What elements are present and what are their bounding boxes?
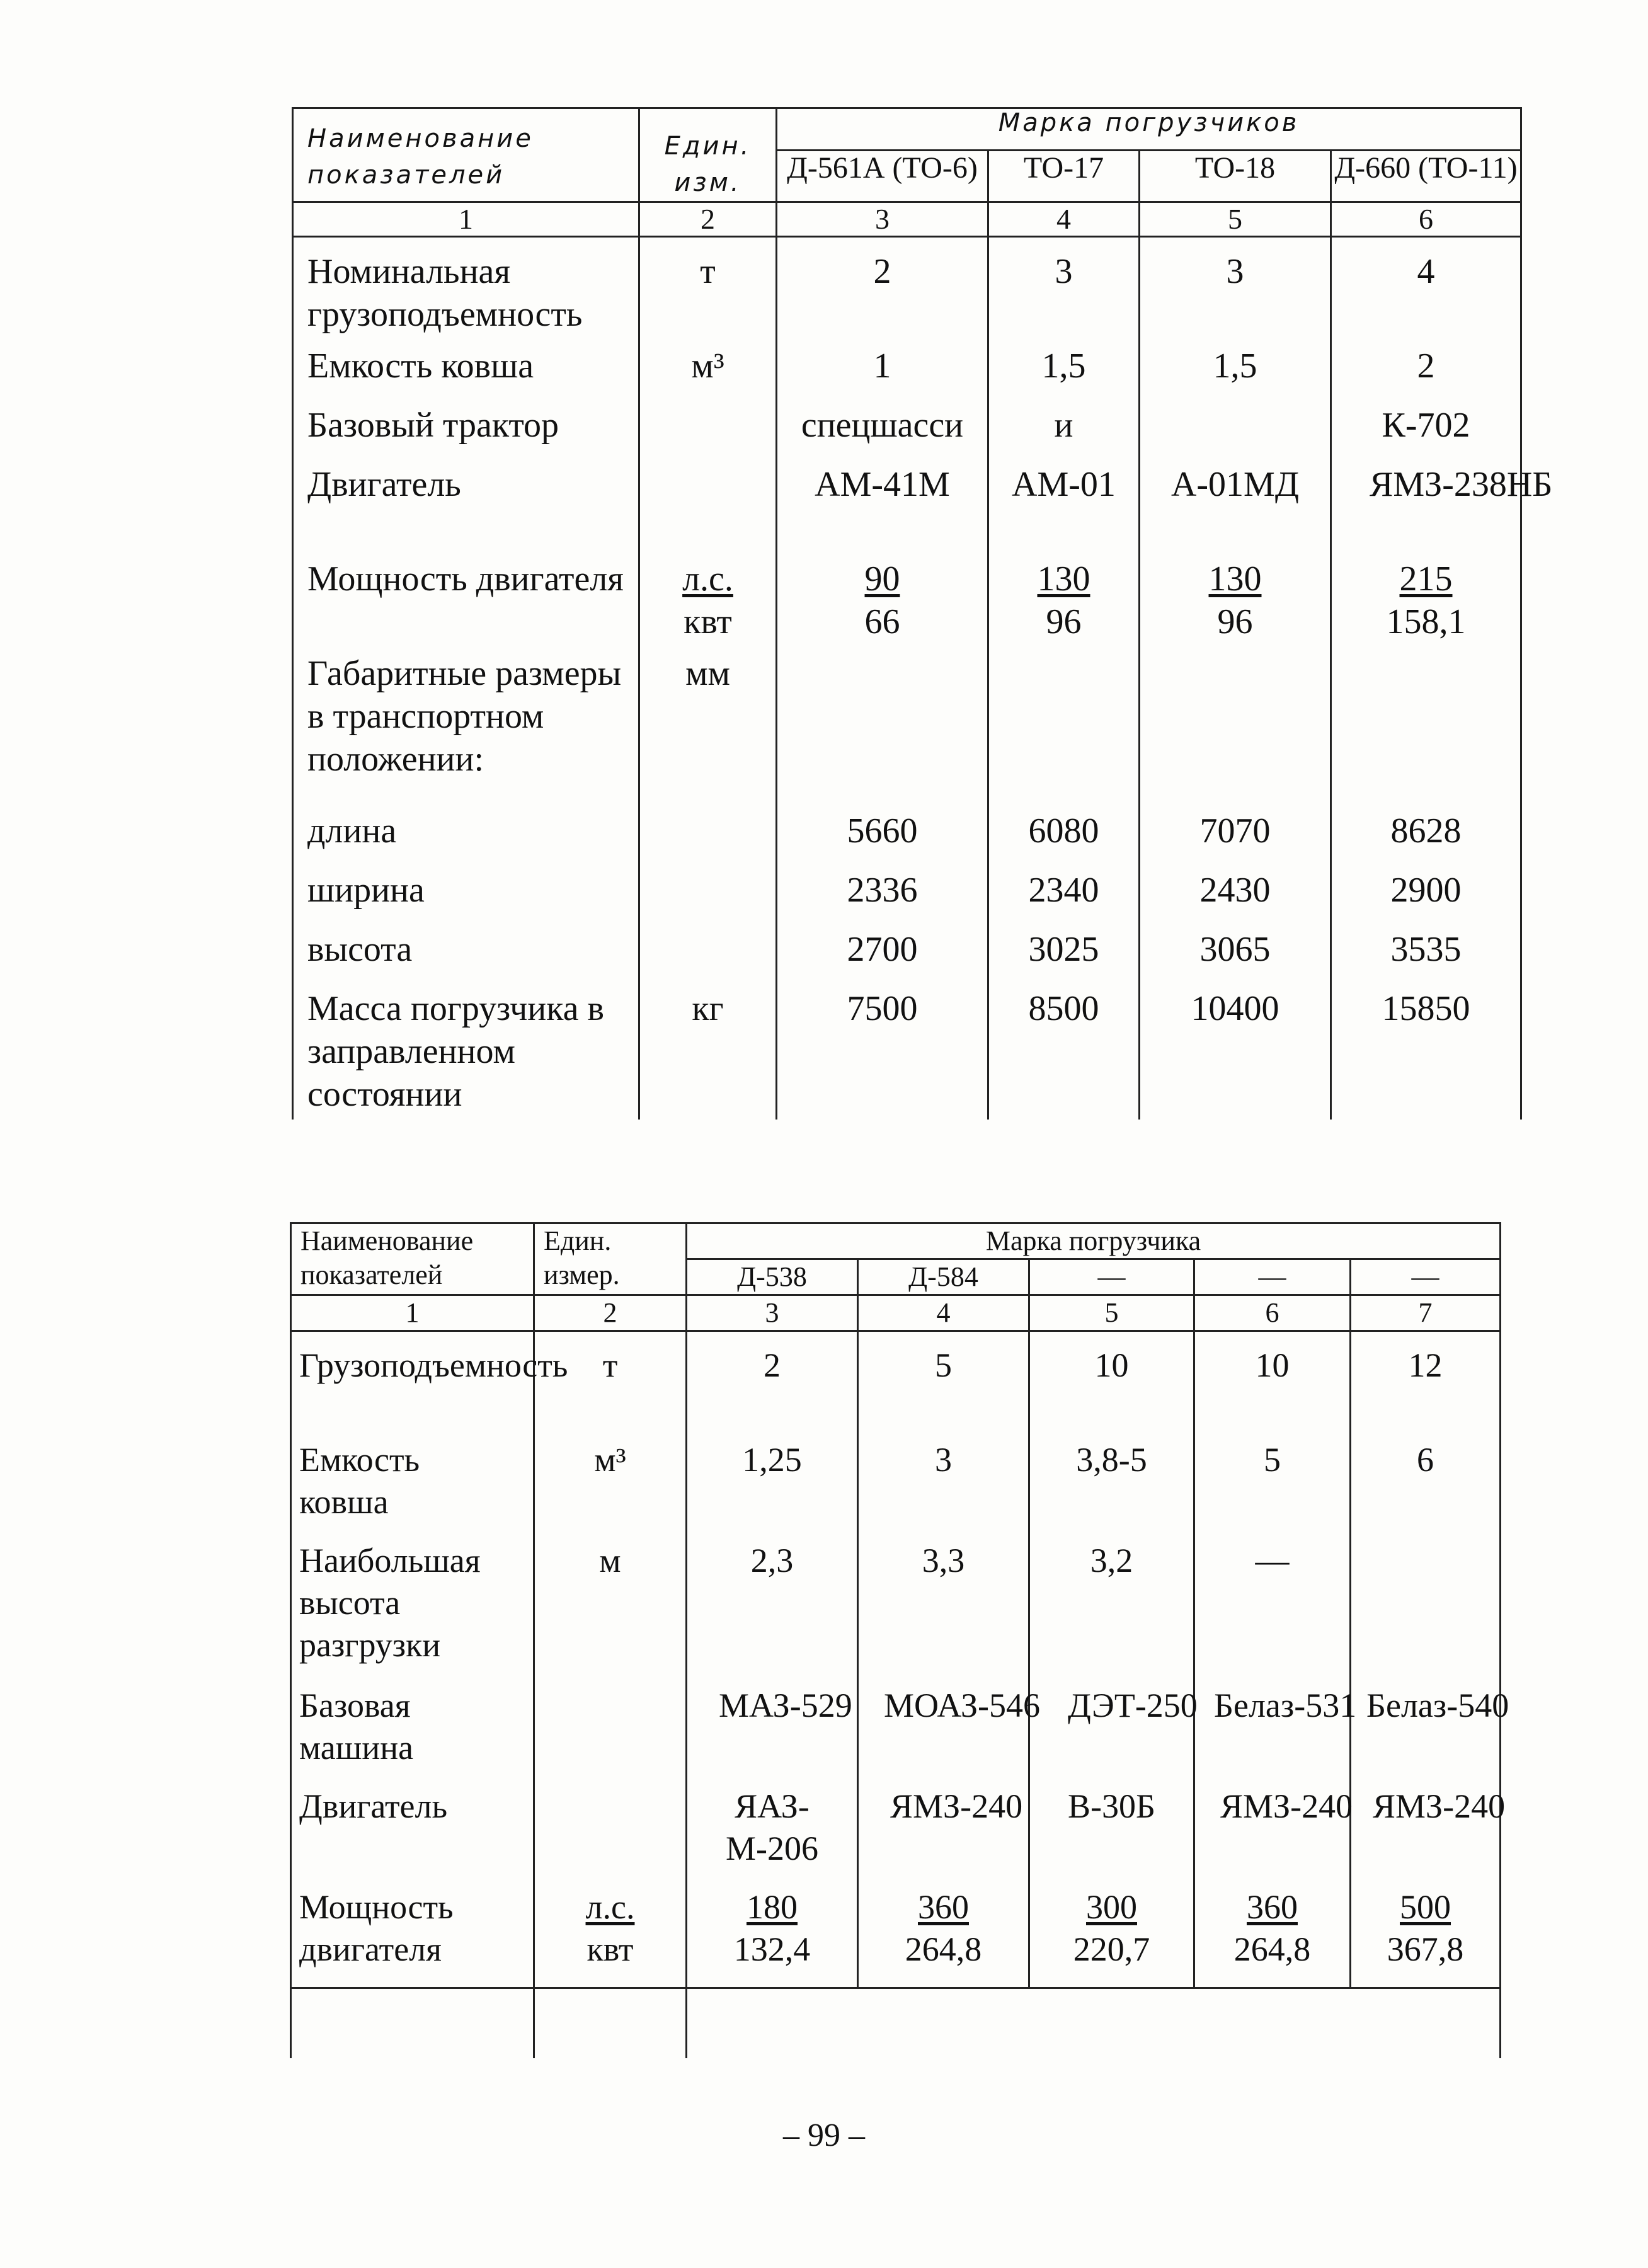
- cell: 7500: [777, 987, 988, 1120]
- row-unit: т: [639, 237, 777, 345]
- loaders-table-1: [292, 107, 1553, 1120]
- cell: АМ-01: [988, 463, 1140, 558]
- t1-model-2: ТО-17: [988, 151, 1140, 202]
- row-label: Двигатель: [293, 463, 639, 558]
- row-label: Масса погрузчика в заправленном состоянии: [293, 987, 639, 1120]
- cell: ЯМЗ-240: [1194, 1785, 1351, 1886]
- cell: [1351, 1540, 1501, 1685]
- cell: 10: [1194, 1331, 1351, 1440]
- row-unit: [639, 928, 777, 987]
- cell: 5: [1194, 1439, 1351, 1540]
- t2-model-1: Д-538: [687, 1259, 858, 1295]
- cell: 2,3: [687, 1540, 858, 1685]
- row-unit: [639, 810, 777, 869]
- cell: 6080: [988, 810, 1140, 869]
- cell: 10400: [1140, 987, 1331, 1120]
- cell: 500 367,8: [1351, 1886, 1501, 1988]
- cell: 2: [687, 1331, 858, 1440]
- cell: и: [988, 404, 1140, 463]
- row-unit: м³: [534, 1439, 687, 1540]
- table-row: [293, 928, 1521, 987]
- cell: 8500: [988, 987, 1140, 1120]
- cell: —: [1194, 1540, 1351, 1685]
- cell: 1: [777, 345, 988, 404]
- cell: 3,3: [858, 1540, 1029, 1685]
- row-unit: [639, 869, 777, 928]
- cell: Белаз-531: [1194, 1685, 1351, 1785]
- table-row: [293, 987, 1521, 1120]
- row-unit: м: [534, 1540, 687, 1685]
- cell: 2900: [1331, 869, 1521, 928]
- cell: 2: [777, 237, 988, 345]
- table-row: [291, 1331, 1501, 1440]
- cell: ЯМЗ-240: [858, 1785, 1029, 1886]
- cell: 2700: [777, 928, 988, 987]
- cell: Белаз-540: [1351, 1685, 1501, 1785]
- cell: [1140, 404, 1331, 463]
- row-unit: м³: [639, 345, 777, 404]
- table-row: [293, 463, 1521, 558]
- empty-cell: [291, 1988, 534, 2059]
- cell: [1331, 652, 1521, 810]
- row-label: длина: [293, 810, 639, 869]
- table-row: [293, 869, 1521, 928]
- cell: 2340: [988, 869, 1140, 928]
- table-row: [293, 345, 1521, 404]
- cell: 3: [988, 237, 1140, 345]
- row-label: Базовый трактор: [293, 404, 639, 463]
- t2-model-4: —: [1194, 1259, 1351, 1295]
- cell: МОАЗ-546: [858, 1685, 1029, 1785]
- cell: 3,8-5: [1029, 1439, 1194, 1540]
- cell: 300 220,7: [1029, 1886, 1194, 1988]
- cell: 180 132,4: [687, 1886, 858, 1988]
- t2-model-3: —: [1029, 1259, 1194, 1295]
- cell: 2: [1331, 345, 1521, 404]
- table-row: [291, 1685, 1501, 1785]
- table-row: [291, 1886, 1501, 1988]
- cell: АМ-41М: [777, 463, 988, 558]
- cell: 1,5: [988, 345, 1140, 404]
- row-label: ширина: [293, 869, 639, 928]
- t2-colnum: 5: [1029, 1295, 1194, 1331]
- t1-header-group: Марка погрузчиков: [777, 108, 1521, 151]
- t2-colnum: 1: [291, 1295, 534, 1331]
- t1-header-unit: Един. изм.: [639, 108, 777, 202]
- cell: МАЗ-529: [687, 1685, 858, 1785]
- t1-header-name: Наименование показателей: [293, 108, 639, 202]
- cell: 5660: [777, 810, 988, 869]
- table-row: [293, 810, 1521, 869]
- cell: 360 264,8: [1194, 1886, 1351, 1988]
- cell: 6: [1351, 1439, 1501, 1540]
- t1-colnum: 3: [777, 202, 988, 237]
- table-row: [293, 652, 1521, 810]
- row-label: Наибольшая высота разгрузки: [291, 1540, 534, 1685]
- cell: ЯМЗ-240: [1351, 1785, 1501, 1886]
- row-unit: л.с. квт: [639, 558, 777, 652]
- row-label: Мощность двигателя: [291, 1886, 534, 1988]
- cell: спецшасси: [777, 404, 988, 463]
- t1-model-1: Д-561А (ТО-6): [777, 151, 988, 202]
- row-label: Двигатель: [291, 1785, 534, 1886]
- row-unit: кг: [639, 987, 777, 1120]
- empty-cell: [534, 1988, 687, 2059]
- row-label: Емкость ковша: [291, 1439, 534, 1540]
- cell: К-702: [1331, 404, 1521, 463]
- row-unit: л.с. квт: [534, 1886, 687, 1988]
- row-unit: [639, 463, 777, 558]
- cell: 3025: [988, 928, 1140, 987]
- empty-cell: [687, 1988, 1501, 2059]
- t2-header-unit: Един. измер.: [534, 1223, 687, 1295]
- cell: 3: [1140, 237, 1331, 345]
- cell: [1140, 652, 1331, 810]
- cell: 3535: [1331, 928, 1521, 987]
- row-label: Мощность двигателя: [293, 558, 639, 652]
- cell: 5: [858, 1331, 1029, 1440]
- cell: 2430: [1140, 869, 1331, 928]
- cell: 360 264,8: [858, 1886, 1029, 1988]
- t2-header-group: Марка погрузчика: [687, 1223, 1501, 1259]
- table-row: [293, 404, 1521, 463]
- cell: 3065: [1140, 928, 1331, 987]
- row-label: Базовая машина: [291, 1685, 534, 1785]
- cell: 2336: [777, 869, 988, 928]
- t2-model-5: —: [1351, 1259, 1501, 1295]
- t1-model-3: ТО-18: [1140, 151, 1331, 202]
- table-row-empty: [291, 1988, 1501, 2059]
- t1-model-4: Д-660 (ТО-11): [1331, 151, 1521, 202]
- row-unit: [639, 404, 777, 463]
- row-label: высота: [293, 928, 639, 987]
- cell: 215 158,1: [1331, 558, 1521, 652]
- cell: 130 96: [1140, 558, 1331, 652]
- cell: [777, 652, 988, 810]
- cell: ЯМЗ-238НБ: [1331, 463, 1521, 558]
- row-unit: [534, 1685, 687, 1785]
- t2-model-2: Д-584: [858, 1259, 1029, 1295]
- cell: ДЭТ-250: [1029, 1685, 1194, 1785]
- row-label: Габаритные размеры в транспортном положении:: [293, 652, 639, 810]
- t2-colnum: 3: [687, 1295, 858, 1331]
- cell: 1,25: [687, 1439, 858, 1540]
- row-label: Грузоподъемность: [291, 1331, 534, 1440]
- table-row: [291, 1785, 1501, 1886]
- row-label: Номинальная грузоподъемность: [293, 237, 639, 345]
- t2-colnum: 4: [858, 1295, 1029, 1331]
- row-unit: т: [534, 1331, 687, 1440]
- cell: 1,5: [1140, 345, 1331, 404]
- page-number: – 99 –: [783, 2117, 865, 2153]
- t1-colnum: 6: [1331, 202, 1521, 237]
- loaders-table-2: [290, 1222, 1509, 2058]
- t2-colnum: 6: [1194, 1295, 1351, 1331]
- cell: А-01МД: [1140, 463, 1331, 558]
- row-unit: мм: [639, 652, 777, 810]
- table-row: [293, 558, 1521, 652]
- cell: ЯАЗ-М-206: [687, 1785, 858, 1886]
- table-row: [293, 237, 1521, 345]
- cell: 3,2: [1029, 1540, 1194, 1685]
- t2-header-name: Наименование показателей: [291, 1223, 534, 1295]
- t2-colnum: 7: [1351, 1295, 1501, 1331]
- table-row: [291, 1540, 1501, 1685]
- cell: 4: [1331, 237, 1521, 345]
- table-row: [291, 1439, 1501, 1540]
- cell: 15850: [1331, 987, 1521, 1120]
- cell: 3: [858, 1439, 1029, 1540]
- cell: [988, 652, 1140, 810]
- cell: 12: [1351, 1331, 1501, 1440]
- row-unit: [534, 1785, 687, 1886]
- row-label: Емкость ковша: [293, 345, 639, 404]
- t1-colnum: 5: [1140, 202, 1331, 237]
- t1-colnum: 4: [988, 202, 1140, 237]
- t1-colnum: 1: [293, 202, 639, 237]
- cell: 8628: [1331, 810, 1521, 869]
- cell: 130 96: [988, 558, 1140, 652]
- cell: 90 66: [777, 558, 988, 652]
- t1-colnum: 2: [639, 202, 777, 237]
- cell: 10: [1029, 1331, 1194, 1440]
- t2-colnum: 2: [534, 1295, 687, 1331]
- cell: 7070: [1140, 810, 1331, 869]
- cell: В-30Б: [1029, 1785, 1194, 1886]
